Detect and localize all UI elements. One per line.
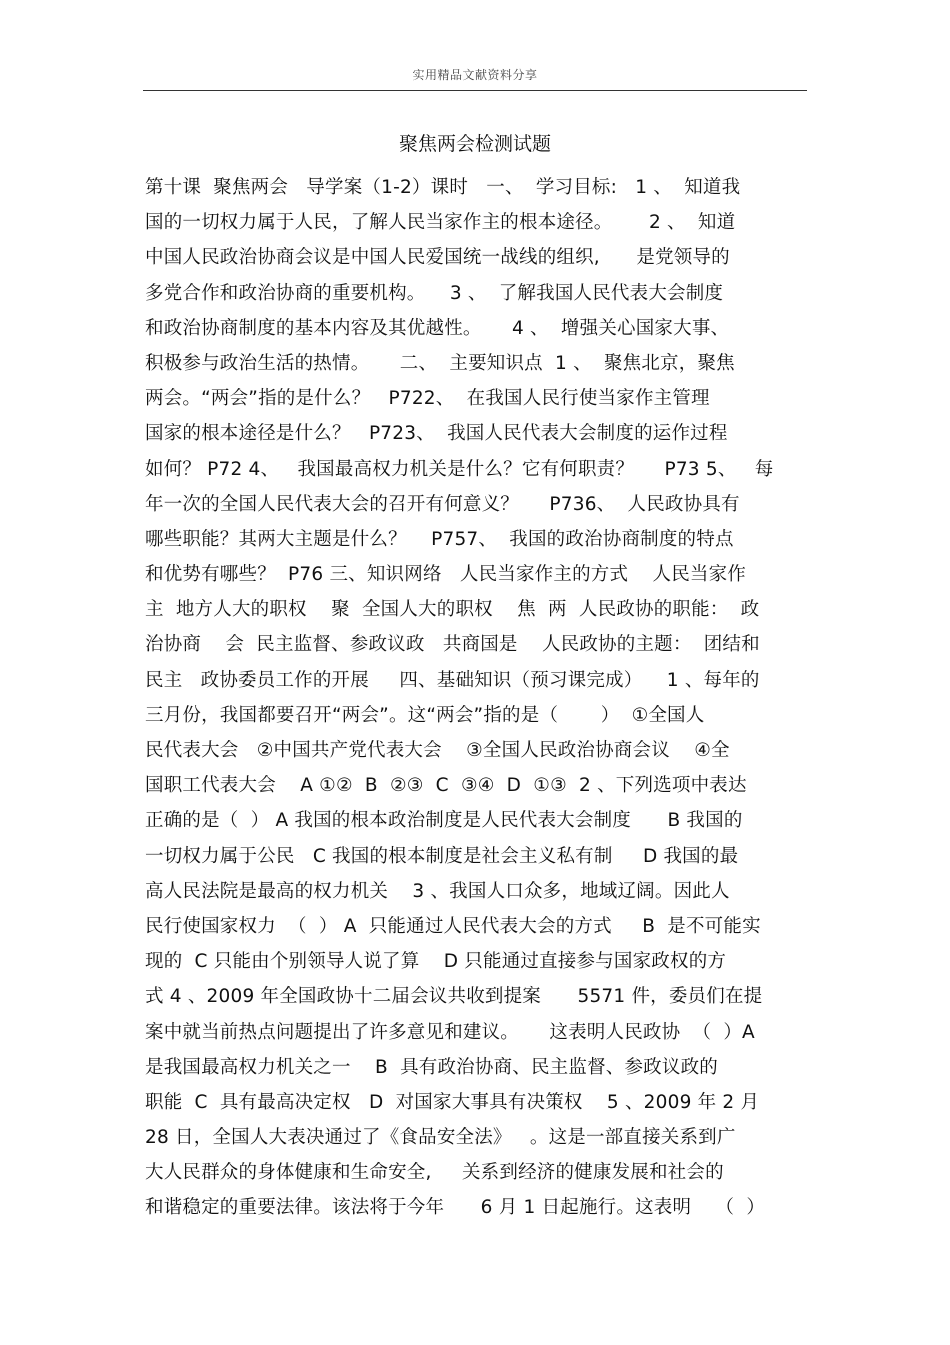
body-text-line: 民代表大会 ②中国共产党代表大会 ③全国人民政治协商会议 ④全 (145, 740, 730, 761)
header-divider (143, 90, 807, 91)
body-text-line: 和优势有哪些？ P76 三、知识网络 人民当家作主的方式 人民当家作 (145, 564, 747, 586)
body-text-line: 大人民群众的身体健康和生命安全, 关系到经济的健康发展和社会的 (145, 1162, 724, 1184)
body-text-line: 是我国最高权力机关之一 B 具有政治协商、民主监督、参政议政的 (145, 1056, 718, 1078)
document-title: 聚焦两会检测试题 (398, 133, 551, 155)
body-text-line: 如何？ P72 4、 我国最高权力机关是什么？它有何职责？ P73 5、 每 (145, 458, 774, 480)
body-text-line: 一切权力属于公民 C 我国的根本制度是社会主义私有制 D 我国的最 (145, 845, 739, 867)
body-text-line: 哪些职能？其两大主题是什么？ P757、 我国的政治协商制度的特点 (145, 528, 734, 550)
body-text-line: 三月份，我国都要召开“两会”。这“两会”指的是（ ） ①全国人 (145, 704, 705, 726)
body-text-line: 积极参与政治生活的热情。 二、 主要知识点 1 、 聚焦北京，聚焦 (145, 352, 735, 374)
body-text-line: 国家的根本途径是什么？ P723、 我国人民代表大会制度的运作过程 (145, 423, 728, 445)
body-text-line: 第十课 聚焦两会 导学案（1-2）课时 一、 学习目标: 1 、 知道我 (145, 177, 741, 198)
page-header: 实用精品文献资料分享 (412, 68, 538, 82)
body-text-line: 28 日，全国人大表决通过了《食品安全法》 。这是一部直接关系到广 (145, 1127, 736, 1149)
body-text-line: 国的一切权力属于人民，了解人民当家作主的根本途径。 2 、 知道 (145, 212, 736, 234)
body-text-line: 年一次的全国人民代表大会的召开有何意义？ P736、 人民政协具有 (145, 493, 740, 515)
body-text-line: 现的 C 只能由个别领导人说了算 D 只能通过直接参与国家政权的方 (145, 951, 727, 973)
body-text-line: 式 4 、2009 年全国政协十二届会议共收到提案 5571 件，委员们在提 (145, 986, 763, 1008)
body-text-line: 高人民法院是最高的权力机关 3 、我国人口众多，地域辽阔。因此人 (145, 880, 730, 902)
body-text-line: 治协商 会 民主监督、参政议政 共商国是 人民政协的主题： 团结和 (145, 634, 760, 656)
body-text-line: 职能 C 具有最高决定权 D 对国家大事具有决策权 5 、2009 年 2 月 (145, 1091, 760, 1113)
body-text-line: 民主 政协委员工作的开展 四、基础知识（预习课完成） 1 、每年的 (145, 669, 760, 691)
body-text-line: 案中就当前热点问题提出了许多意见和建议。 这表明人民政协 （ ）A (145, 1021, 755, 1043)
body-text-line: 多党合作和政治协商的重要机构。 3 、 了解我国人民代表大会制度 (145, 282, 724, 304)
body-text-line: 和政治协商制度的基本内容及其优越性。 4 、 增强关心国家大事、 (145, 317, 730, 339)
body-text-line: 民行使国家权力 （ ） A 只能通过人民代表大会的方式 B 是不可能实 (145, 915, 761, 937)
body-text-line: 和谐稳定的重要法律。该法将于今年 6 月 1 日起施行。这表明 （ ） (145, 1197, 766, 1219)
document-body (145, 170, 825, 1226)
body-text-line: 中国人民政治协商会议是中国人民爱国统一战线的组织, 是党领导的 (145, 247, 730, 269)
body-text-line: 国职工代表大会 A ①② B ②③ C ③④ D ①③ 2 、下列选项中表达 (145, 775, 747, 797)
body-text-line: 主 地方人大的职权 聚 全国人大的职权 焦 两 人民政协的职能： 政 (145, 599, 760, 621)
body-text-line: 正确的是（ ） A 我国的根本政治制度是人民代表大会制度 B 我国的 (145, 810, 743, 832)
body-text-line: 两会。“两会”指的是什么？ P722、 在我国人民行使当家作主管理 (145, 388, 710, 410)
